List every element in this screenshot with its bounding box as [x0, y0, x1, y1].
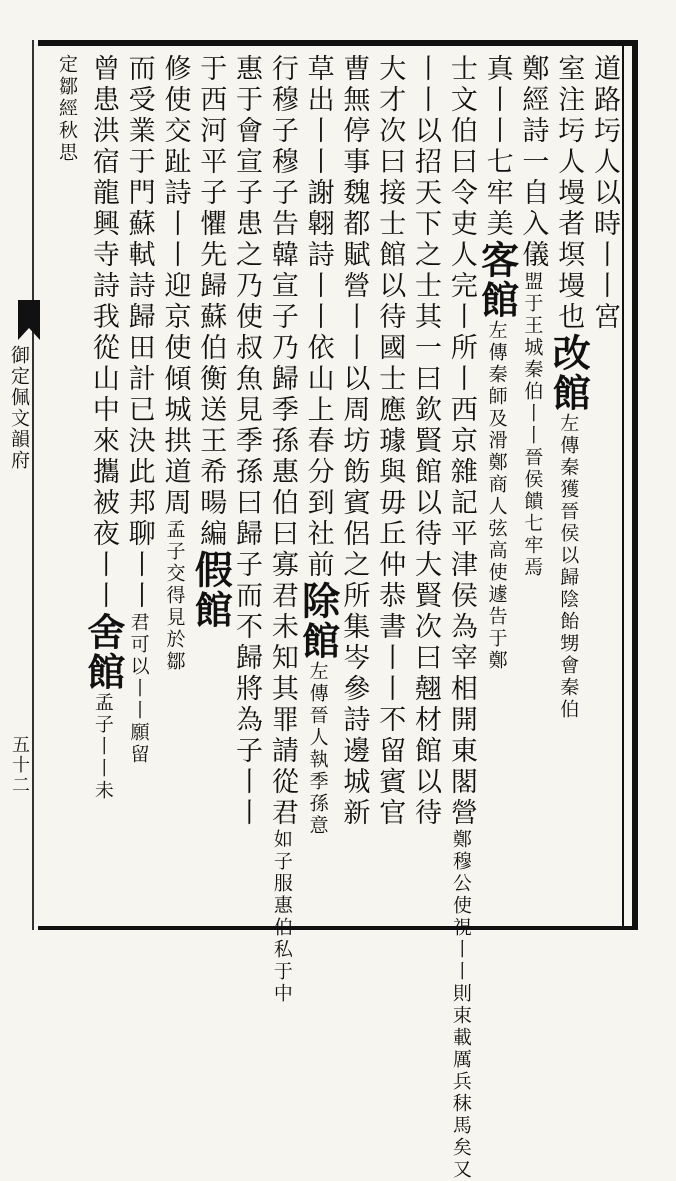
text-column [474, 54, 520, 922]
annotation-text: 孟子交得見於鄒 [163, 519, 186, 673]
annotation-text: 鄭穆公使視丨丨則束載厲兵秣馬矣又 [449, 829, 472, 1181]
headword: 除館 [295, 581, 341, 661]
text-column [515, 54, 551, 922]
column-text: 行穆子穆子告韓宣子乃歸季孫惠伯曰寡君未知其罪請從君 [266, 54, 298, 829]
page-number: 五十二 [9, 735, 30, 795]
annotation-text: 孟子丨丨未 [91, 692, 114, 802]
column-text: 曹無停事魏都賦營丨丨以周坊飭賓侶之所集岑參詩邊城新 [338, 54, 370, 829]
column-text: 室注圬人墁者塓墁也 [553, 54, 585, 333]
annotation-text: 如子服惠伯私于中 [270, 829, 293, 1005]
annotation-text: 左傳秦獲晉侯以歸陰飴甥會秦伯 [557, 413, 580, 721]
text-column [295, 54, 341, 922]
column-text: 而受業于門蘇軾詩歸田計已決此邦聊丨丨 [123, 54, 155, 612]
column-text: 道路圬人以時丨丨宮 [589, 54, 620, 333]
page-frame-right [632, 40, 638, 930]
annotation-text: 君可以丨丨願留 [127, 612, 150, 766]
annotation-text: 盟于王城秦伯丨丨晉侯饋七牢焉 [521, 271, 544, 579]
annotation-text: 左傳秦師及滑鄭商人弦高使遽告于鄭 [485, 320, 508, 672]
column-text: 大才次曰接士館以待國士應璩與毋丘仲恭書丨丨不留賓官 [374, 54, 406, 829]
column-text: 鄭經詩一自入儀 [517, 54, 549, 271]
text-column [407, 54, 443, 922]
margin-rule [32, 40, 34, 930]
page-frame-inner-right [622, 40, 624, 930]
text-column [586, 54, 622, 922]
text-column [157, 54, 193, 922]
book-title: 御定佩文韻府 [8, 345, 30, 471]
column-text: 曾患洪宿龍興寺詩我從山中來攜被夜丨丨 [87, 54, 119, 612]
text-column [228, 54, 264, 922]
text-column [188, 54, 234, 922]
column-text: 丨丨以招天下之士其一曰欽賢館以待大賢次曰翹材館以待 [410, 54, 442, 829]
column-text: 真丨丨七牢美 [481, 54, 513, 240]
text-column [264, 54, 300, 1005]
text-column [121, 54, 157, 922]
column-text: 士文伯曰令吏人完丨所丨西京雜記平津侯為宰相開東閣營 [445, 54, 477, 829]
text-column [336, 54, 372, 922]
text-column [443, 54, 479, 1181]
headword: 假館 [188, 550, 234, 630]
page-frame-bottom [38, 926, 636, 930]
column-text: 于西河平子懼先歸蘇伯衡送王希暘編 [195, 54, 227, 550]
column-text: 修使交趾詩丨丨迎京使傾城拱道周 [159, 54, 191, 519]
annotation-text: 左傳晉人執季孫意 [306, 661, 329, 837]
headword: 舍館 [80, 612, 126, 692]
text-body [48, 54, 622, 1181]
column-text: 草出丨丨謝翺詩丨丨依山上春分到社前 [302, 54, 334, 581]
text-column [546, 54, 592, 922]
headword: 客館 [474, 240, 520, 320]
text-column [49, 54, 85, 922]
text-column [371, 54, 407, 922]
headword: 改館 [546, 333, 592, 413]
column-text: 惠于會宣子患之乃使叔魚見季孫曰歸子而不歸將為子丨丨 [231, 54, 263, 829]
page-frame-top [38, 40, 636, 46]
text-column [80, 54, 126, 922]
annotation-text: 定鄒經秋思 [56, 54, 79, 164]
